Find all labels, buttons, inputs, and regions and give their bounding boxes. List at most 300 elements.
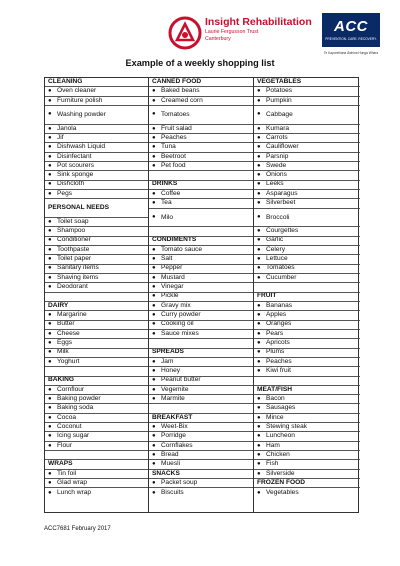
- bullet-icon: ●: [48, 237, 52, 244]
- list-item-text: Stewing steak: [266, 423, 308, 431]
- document-code: ACC7681 February 2017: [44, 526, 111, 532]
- list-item: [254, 190, 360, 199]
- list-item: [254, 246, 360, 255]
- bullet-icon: ●: [48, 312, 52, 319]
- list-item: [45, 274, 148, 283]
- list-item: [254, 143, 360, 152]
- bullet-icon: ●: [152, 452, 156, 458]
- bullet-icon: ●: [48, 321, 52, 328]
- list-item-text: Salt: [161, 255, 173, 263]
- list-item-text: Broccoli: [266, 213, 290, 221]
- bullet-icon: ●: [48, 153, 52, 160]
- list-item: [45, 283, 148, 292]
- list-item: [45, 181, 148, 190]
- list-item-text: Tomato sauce: [161, 245, 203, 253]
- list-item: [45, 414, 148, 423]
- list-item-text: Fruit salad: [161, 124, 192, 132]
- bullet-icon: ●: [257, 442, 261, 449]
- category-heading-text: CONDIMENTS: [152, 236, 197, 244]
- bullet-icon: ●: [152, 461, 156, 468]
- category-heading: [149, 237, 253, 246]
- list-item: [45, 423, 148, 432]
- bullet-icon: ●: [257, 368, 261, 375]
- bullet-icon: ●: [152, 274, 156, 281]
- list-item-text: Milk: [57, 348, 69, 356]
- bullet-icon: ●: [48, 274, 52, 281]
- list-item: [45, 265, 148, 274]
- list-item-text: Weet-Bix: [161, 423, 188, 431]
- list-item: [254, 404, 360, 413]
- bullet-icon: ●: [48, 256, 52, 263]
- category-heading: [149, 181, 253, 190]
- bullet-icon: ●: [257, 162, 261, 169]
- list-item: [149, 386, 253, 395]
- bullet-icon: ●: [152, 144, 156, 151]
- list-item: [45, 218, 148, 227]
- bullet-icon: ●: [257, 321, 261, 328]
- list-item-text: Pickle: [161, 292, 179, 300]
- list-item: [254, 302, 360, 311]
- list-item: [45, 395, 148, 404]
- list-item: [254, 358, 360, 367]
- list-item-text: Dishcloth: [57, 180, 85, 188]
- list-item-text: Silverside: [266, 469, 295, 477]
- bullet-icon: ●: [152, 111, 156, 118]
- list-item: [254, 237, 360, 246]
- list-item-text: Creamed corn: [161, 96, 203, 104]
- bullet-icon: ●: [48, 442, 52, 449]
- list-item-text: Tomatoes: [266, 264, 295, 272]
- bullet-icon: ●: [257, 405, 261, 412]
- empty-row: [45, 367, 148, 376]
- bullet-icon: ●: [152, 200, 156, 207]
- bullet-icon: ●: [257, 452, 261, 458]
- list-item: [149, 209, 253, 228]
- bullet-icon: ●: [152, 213, 156, 220]
- bullet-icon: ●: [48, 489, 52, 496]
- bullet-icon: ●: [152, 321, 156, 328]
- category-heading: [45, 377, 148, 386]
- bullet-icon: ●: [257, 330, 261, 337]
- bullet-icon: ●: [48, 330, 52, 337]
- list-item-text: Biscuits: [161, 488, 184, 496]
- acc-logo: [322, 13, 380, 47]
- list-item: [254, 451, 360, 460]
- empty-row: [149, 171, 253, 180]
- page-title: Example of a weekly shopping list: [125, 58, 275, 68]
- list-item: [254, 321, 360, 330]
- list-item: [45, 255, 148, 264]
- category-heading-text: CANNED FOOD: [152, 78, 202, 85]
- bullet-icon: ●: [152, 386, 156, 393]
- bullet-icon: ●: [48, 284, 52, 291]
- bullet-icon: ●: [152, 256, 156, 263]
- empty-row: [254, 377, 360, 386]
- list-item-text: Plums: [266, 348, 285, 356]
- bullet-icon: ●: [152, 246, 156, 253]
- list-item-text: Conditioner: [57, 236, 91, 244]
- list-item-text: Bread: [161, 451, 179, 458]
- list-item: [254, 255, 360, 264]
- list-item: [45, 162, 148, 171]
- list-item-text: Glad wrap: [57, 479, 88, 486]
- list-item-text: Bacon: [266, 395, 285, 403]
- bullet-icon: ●: [48, 396, 52, 403]
- list-item: [149, 293, 253, 302]
- list-item: [149, 311, 253, 320]
- list-item-text: Disinfectant: [57, 152, 92, 160]
- category-heading: [254, 479, 360, 488]
- shopping-list-table: [44, 77, 359, 513]
- category-heading: [149, 78, 253, 87]
- list-item-text: Carrots: [266, 133, 288, 141]
- list-item-text: Flour: [57, 441, 73, 449]
- list-item: [254, 153, 360, 162]
- list-item: [149, 190, 253, 199]
- list-item: [254, 106, 360, 125]
- list-item: [45, 246, 148, 255]
- bullet-icon: ●: [152, 312, 156, 319]
- list-item-text: Sausages: [266, 404, 296, 412]
- list-item-text: Ham: [266, 441, 280, 449]
- bullet-icon: ●: [257, 265, 261, 272]
- bullet-icon: ●: [48, 470, 52, 477]
- empty-row: [149, 227, 253, 236]
- empty-row: [45, 451, 148, 460]
- bullet-icon: ●: [257, 134, 261, 141]
- category-heading: [45, 199, 148, 218]
- list-item-text: Vinegar: [161, 283, 184, 291]
- list-item-text: Peaches: [266, 357, 292, 365]
- list-item-text: Kumara: [266, 124, 290, 132]
- list-item-text: Kiwi fruit: [266, 367, 291, 375]
- list-item-text: Luncheon: [266, 432, 295, 440]
- list-item: [254, 442, 360, 451]
- list-item: [254, 488, 360, 497]
- list-item: [45, 97, 148, 106]
- list-item-text: Tomatoes: [161, 111, 190, 119]
- bullet-icon: ●: [152, 153, 156, 160]
- list-item: [254, 349, 360, 358]
- category-heading-text: SNACKS: [152, 469, 180, 477]
- bullet-icon: ●: [152, 368, 156, 375]
- list-item: [45, 349, 148, 358]
- list-item-text: Courgettes: [266, 227, 299, 235]
- category-heading: [254, 293, 360, 302]
- bullet-icon: ●: [257, 302, 261, 309]
- list-item: [254, 265, 360, 274]
- list-item-text: Potatoes: [266, 87, 293, 95]
- list-item: [149, 488, 253, 497]
- bullet-icon: ●: [48, 349, 52, 356]
- bullet-icon: ●: [48, 405, 52, 412]
- list-item-text: Celery: [266, 245, 286, 253]
- list-item: [254, 311, 360, 320]
- list-item: [149, 479, 253, 488]
- list-item-text: Swede: [266, 161, 287, 169]
- bullet-icon: ●: [257, 414, 261, 421]
- list-item-text: Oranges: [266, 320, 292, 328]
- bullet-icon: ●: [257, 237, 261, 244]
- list-item: [149, 143, 253, 152]
- list-item: [45, 488, 148, 497]
- list-item: [45, 171, 148, 180]
- list-item-text: Jif: [57, 133, 64, 141]
- list-item: [149, 97, 253, 106]
- category-heading: [149, 349, 253, 358]
- list-item-text: Icing sugar: [57, 432, 90, 440]
- list-item-text: Beetroot: [161, 152, 186, 160]
- list-item: [45, 227, 148, 236]
- list-item-text: Apples: [266, 311, 287, 319]
- list-item: [149, 330, 253, 339]
- list-item: [45, 386, 148, 395]
- bullet-icon: ●: [152, 424, 156, 431]
- list-item-text: Margarine: [57, 311, 87, 319]
- list-item-text: Cooking oil: [161, 320, 194, 328]
- list-item: [45, 237, 148, 246]
- bullet-icon: ●: [257, 172, 261, 179]
- list-item: [45, 106, 148, 125]
- bullet-icon: ●: [152, 97, 156, 104]
- list-item: [45, 321, 148, 330]
- list-item: [149, 106, 253, 125]
- list-item: [149, 125, 253, 134]
- empty-row: [45, 293, 148, 302]
- bullet-icon: ●: [152, 396, 156, 403]
- empty-row: [149, 339, 253, 348]
- list-item-text: Jam: [161, 357, 174, 365]
- category-heading-text: VEGETABLES: [257, 78, 302, 85]
- org-logo-text: [205, 17, 312, 42]
- list-item-text: Janola: [57, 124, 77, 132]
- bullet-icon: ●: [257, 358, 261, 365]
- list-item: [254, 470, 360, 479]
- list-item-text: Coconut: [57, 423, 82, 431]
- list-item: [254, 162, 360, 171]
- list-item: [149, 377, 253, 386]
- bullet-icon: ●: [257, 190, 261, 197]
- list-item-text: Sanitary items: [57, 264, 99, 272]
- bullet-icon: ●: [48, 414, 52, 421]
- list-item: [149, 134, 253, 143]
- list-item-text: Mince: [266, 413, 284, 421]
- list-item-text: Pumpkin: [266, 96, 292, 104]
- list-item: [149, 432, 253, 441]
- column-3: [254, 78, 360, 512]
- list-item-text: Dishwash Liquid: [57, 143, 106, 151]
- list-item: [254, 97, 360, 106]
- bullet-icon: ●: [48, 125, 52, 132]
- list-item: [254, 339, 360, 348]
- insight-logo-icon: [168, 16, 202, 50]
- list-item-text: Asparagus: [266, 189, 298, 197]
- org-name: Insight Rehabilitation: [205, 16, 312, 28]
- list-item-text: Chicken: [266, 451, 290, 458]
- list-item: [45, 404, 148, 413]
- bullet-icon: ●: [257, 349, 261, 356]
- list-item-text: Pears: [266, 329, 284, 337]
- list-item-text: Tea: [161, 199, 172, 207]
- list-item: [149, 442, 253, 451]
- list-item: [45, 339, 148, 348]
- category-heading: [45, 302, 148, 311]
- bullet-icon: ●: [48, 340, 52, 347]
- bullet-icon: ●: [48, 144, 52, 151]
- list-item: [45, 358, 148, 367]
- bullet-icon: ●: [48, 265, 52, 272]
- bullet-icon: ●: [257, 312, 261, 319]
- bullet-icon: ●: [152, 134, 156, 141]
- list-item: [254, 414, 360, 423]
- list-item: [45, 470, 148, 479]
- list-item-text: Milo: [161, 213, 174, 221]
- bullet-icon: ●: [152, 330, 156, 337]
- category-heading: [254, 78, 360, 87]
- list-item-text: Toilet paper: [57, 255, 92, 263]
- list-item-text: Toilet soap: [57, 217, 89, 225]
- bullet-icon: ●: [257, 88, 261, 95]
- list-item: [149, 302, 253, 311]
- bullet-icon: ●: [48, 218, 52, 225]
- bullet-icon: ●: [48, 228, 52, 235]
- bullet-icon: ●: [152, 284, 156, 291]
- category-heading: [45, 460, 148, 469]
- list-item: [254, 423, 360, 432]
- bullet-icon: ●: [152, 358, 156, 365]
- list-item: [149, 451, 253, 460]
- category-heading-text: MEAT/FISH: [257, 385, 293, 393]
- list-item: [254, 181, 360, 190]
- list-item-text: Packet soup: [161, 479, 198, 486]
- list-item-text: Cauliflower: [266, 143, 299, 151]
- list-item-text: Marmite: [161, 395, 185, 403]
- list-item: [149, 367, 253, 376]
- list-item-text: Vegetables: [266, 488, 299, 496]
- list-item-text: Furniture polish: [57, 96, 103, 104]
- bullet-icon: ●: [48, 172, 52, 179]
- bullet-icon: ●: [257, 246, 261, 253]
- list-item: [254, 460, 360, 469]
- list-item: [254, 209, 360, 228]
- bullet-icon: ●: [257, 396, 261, 403]
- list-item: [45, 87, 148, 96]
- empty-row: [254, 283, 360, 292]
- list-item-text: Fish: [266, 460, 279, 468]
- list-item-text: Shampoo: [57, 227, 86, 235]
- category-heading: [254, 386, 360, 395]
- list-item: [254, 227, 360, 236]
- bullet-icon: ●: [257, 200, 261, 207]
- category-heading-text: SPREADS: [152, 348, 184, 356]
- list-item-text: Cucumber: [266, 273, 297, 281]
- list-item: [254, 367, 360, 376]
- bullet-icon: ●: [152, 88, 156, 95]
- list-item-text: Tuna: [161, 143, 176, 151]
- bullet-icon: ●: [48, 386, 52, 393]
- list-item-text: Pepper: [161, 264, 183, 272]
- list-item-text: Cheese: [57, 329, 80, 337]
- category-heading-text: FRUIT: [257, 292, 277, 300]
- bullet-icon: ●: [257, 213, 261, 220]
- list-item: [254, 330, 360, 339]
- category-heading-text: DRINKS: [152, 180, 178, 188]
- list-item: [149, 162, 253, 171]
- acc-logo-letters: ACC: [334, 18, 368, 35]
- bullet-icon: ●: [257, 125, 261, 132]
- list-item-text: Peanut butter: [161, 376, 201, 384]
- bullet-icon: ●: [48, 358, 52, 365]
- bullet-icon: ●: [257, 433, 261, 440]
- bullet-icon: ●: [48, 88, 52, 95]
- list-item: [149, 321, 253, 330]
- bullet-icon: ●: [152, 302, 156, 309]
- bullet-icon: ●: [48, 97, 52, 104]
- list-item-text: Baked beans: [161, 87, 200, 95]
- list-item-text: Apricots: [266, 339, 290, 347]
- list-item: [149, 423, 253, 432]
- bullet-icon: ●: [48, 479, 52, 486]
- list-item: [254, 125, 360, 134]
- list-item: [254, 199, 360, 208]
- list-item-text: Deodorant: [57, 283, 88, 291]
- bullet-icon: ●: [48, 181, 52, 188]
- list-item-text: Shaving items: [57, 273, 99, 281]
- bullet-icon: ●: [257, 274, 261, 281]
- list-item: [254, 87, 360, 96]
- category-heading-text: CLEANING: [48, 78, 83, 85]
- list-item: [45, 330, 148, 339]
- acc-subtext: Te Kaporeihana Āwhina Hunga Whara: [323, 51, 379, 55]
- bullet-icon: ●: [48, 111, 52, 118]
- bullet-icon: ●: [152, 479, 156, 486]
- category-heading-text: DAIRY: [48, 301, 69, 309]
- list-item: [149, 460, 253, 469]
- list-item: [149, 255, 253, 264]
- list-item: [254, 395, 360, 404]
- list-item: [149, 246, 253, 255]
- list-item-text: Gravy mix: [161, 301, 191, 309]
- bullet-icon: ●: [257, 340, 261, 347]
- list-item: [149, 153, 253, 162]
- bullet-icon: ●: [257, 144, 261, 151]
- bullet-icon: ●: [152, 125, 156, 132]
- list-item-text: Honey: [161, 367, 181, 375]
- list-item: [149, 358, 253, 367]
- bullet-icon: ●: [48, 190, 52, 197]
- bullet-icon: ●: [48, 424, 52, 431]
- list-item: [45, 432, 148, 441]
- list-item-text: Parsnip: [266, 152, 289, 160]
- bullet-icon: ●: [152, 190, 156, 197]
- bullet-icon: ●: [48, 433, 52, 440]
- bullet-icon: ●: [152, 293, 156, 300]
- list-item-text: Peaches: [161, 133, 187, 141]
- list-item-text: Washing powder: [57, 111, 106, 119]
- list-item: [149, 265, 253, 274]
- category-heading-text: WRAPS: [48, 460, 73, 468]
- bullet-icon: ●: [152, 265, 156, 272]
- bullet-icon: ●: [257, 489, 261, 496]
- column-2: [149, 78, 254, 512]
- category-heading: [45, 78, 148, 87]
- list-item-text: Pet food: [161, 161, 186, 169]
- list-item: [45, 311, 148, 320]
- list-item-text: Curry powder: [161, 311, 201, 319]
- bullet-icon: ●: [257, 153, 261, 160]
- list-item-text: Coffee: [161, 189, 181, 197]
- list-item-text: Cocoa: [57, 413, 77, 421]
